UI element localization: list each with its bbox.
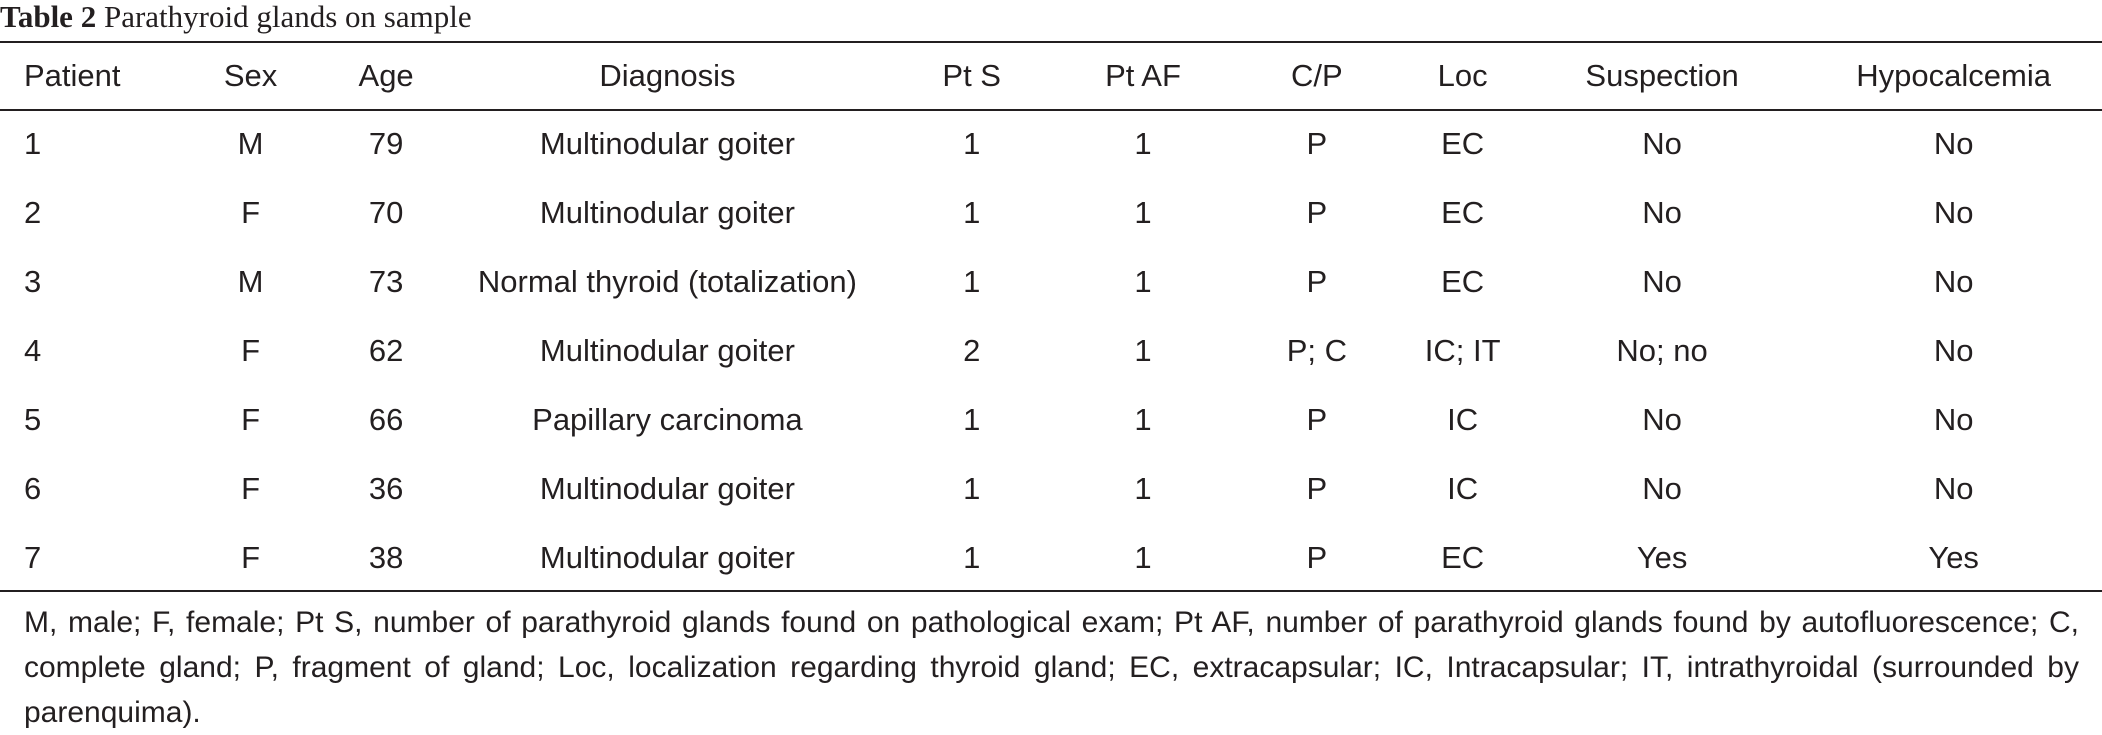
cell-sex: F — [241, 194, 261, 230]
cell-hypocalcemia: No — [1933, 470, 1974, 506]
cell-suspection: Yes — [1636, 539, 1688, 575]
cell-patient: 5 — [24, 401, 42, 437]
cell-diagnosis: Papillary carcinoma — [532, 401, 803, 437]
cell-diagnosis: Multinodular goiter — [539, 470, 795, 506]
header-row — [0, 42, 2102, 109]
cell-c-p: P — [1306, 539, 1328, 575]
cell-age: 79 — [368, 125, 404, 161]
cell-loc: IC — [1447, 470, 1479, 506]
cell-hypocalcemia: No — [1933, 263, 1974, 299]
table-caption-title: Parathyroid glands on sample — [103, 0, 472, 34]
column-header-hypocalcemia: Hypocalcemia — [1856, 57, 2051, 93]
cell-diagnosis: Multinodular goiter — [539, 125, 795, 161]
cell-pt-af: 1 — [1134, 470, 1152, 506]
cell-hypocalcemia: Yes — [1928, 539, 1979, 575]
column-header-suspection: Suspection — [1585, 57, 1739, 93]
cell-hypocalcemia: No — [1933, 401, 1974, 437]
cell-age: 66 — [368, 401, 404, 437]
cell-suspection: No — [1642, 263, 1682, 299]
column-header-age: Age — [358, 57, 414, 93]
table-caption — [0, 0, 472, 40]
cell-hypocalcemia: No — [1933, 194, 1974, 230]
column-header-pt-af: Pt AF — [1105, 57, 1181, 93]
table-row — [0, 247, 2102, 316]
cell-pt-s: 2 — [963, 332, 981, 368]
table-row — [0, 109, 2102, 178]
cell-c-p: P — [1306, 263, 1328, 299]
cell-pt-s: 1 — [963, 470, 981, 506]
cell-pt-s: 1 — [963, 194, 981, 230]
column-header-c-p: C/P — [1291, 57, 1343, 93]
cell-loc: EC — [1441, 539, 1485, 575]
table-row — [0, 178, 2102, 247]
cell-pt-af: 1 — [1134, 539, 1152, 575]
cell-patient: 4 — [24, 332, 42, 368]
cell-patient: 7 — [24, 539, 42, 575]
cell-pt-af: 1 — [1134, 194, 1152, 230]
cell-suspection: No — [1642, 470, 1682, 506]
cell-age: 36 — [368, 470, 404, 506]
cell-diagnosis: Multinodular goiter — [539, 332, 795, 368]
cell-sex: M — [237, 125, 264, 161]
column-header-sex: Sex — [223, 57, 278, 93]
cell-c-p: P — [1306, 401, 1328, 437]
cell-pt-af: 1 — [1134, 263, 1152, 299]
cell-patient: 2 — [24, 194, 42, 230]
column-header-diagnosis: Diagnosis — [599, 57, 736, 93]
cell-c-p: P — [1306, 125, 1328, 161]
cell-sex: F — [241, 539, 261, 575]
cell-pt-s: 1 — [963, 401, 981, 437]
column-header-patient: Patient — [24, 57, 121, 93]
cell-pt-s: 1 — [963, 263, 981, 299]
cell-sex: F — [241, 401, 261, 437]
cell-age: 73 — [368, 263, 404, 299]
cell-sex: F — [241, 332, 261, 368]
cell-suspection: No; no — [1616, 332, 1708, 368]
cell-patient: 3 — [24, 263, 42, 299]
table-row — [0, 523, 2102, 592]
cell-loc: EC — [1441, 194, 1485, 230]
table-row — [0, 454, 2102, 523]
cell-hypocalcemia: No — [1933, 125, 1974, 161]
cell-pt-s: 1 — [963, 125, 981, 161]
cell-diagnosis: Multinodular goiter — [539, 194, 795, 230]
cell-loc: IC — [1447, 401, 1479, 437]
cell-pt-af: 1 — [1134, 332, 1152, 368]
cell-suspection: No — [1642, 401, 1682, 437]
cell-pt-af: 1 — [1134, 125, 1152, 161]
table-row — [0, 385, 2102, 454]
cell-diagnosis: Normal thyroid (totalization) — [477, 263, 857, 299]
cell-c-p: P — [1306, 470, 1328, 506]
cell-loc: EC — [1441, 263, 1485, 299]
column-header-pt-s: Pt S — [942, 57, 1001, 93]
cell-suspection: No — [1642, 125, 1682, 161]
cell-c-p: P — [1306, 194, 1328, 230]
cell-diagnosis: Multinodular goiter — [539, 539, 795, 575]
cell-pt-af: 1 — [1134, 401, 1152, 437]
cell-sex: M — [237, 263, 264, 299]
cell-loc: IC; IT — [1424, 332, 1501, 368]
cell-age: 62 — [368, 332, 404, 368]
cell-c-p: P; C — [1286, 332, 1348, 368]
cell-patient: 6 — [24, 470, 42, 506]
cell-hypocalcemia: No — [1933, 332, 1974, 368]
column-header-loc: Loc — [1437, 57, 1488, 93]
parathyroid-table — [0, 42, 2102, 592]
table-caption-label: Table 2 — [0, 0, 97, 34]
cell-sex: F — [241, 470, 261, 506]
cell-pt-s: 1 — [963, 539, 981, 575]
table-row — [0, 316, 2102, 385]
cell-age: 38 — [368, 539, 404, 575]
cell-age: 70 — [368, 194, 404, 230]
table-footnote: M, male; F, female; Pt S, number of parathyroid glands found on pathological exam; Pt AF, number of parathyroid glands found by autofluorescence; C, complete gland; P, fragment of gland; Loc, localization regarding thyroid gland; EC, extracapsular; IC, Intracapsular; IT, intrathyroidal (surrounded by parenquima). — [24, 606, 2079, 729]
cell-suspection: No — [1642, 194, 1682, 230]
cell-patient: 1 — [24, 125, 42, 161]
cell-loc: EC — [1441, 125, 1485, 161]
